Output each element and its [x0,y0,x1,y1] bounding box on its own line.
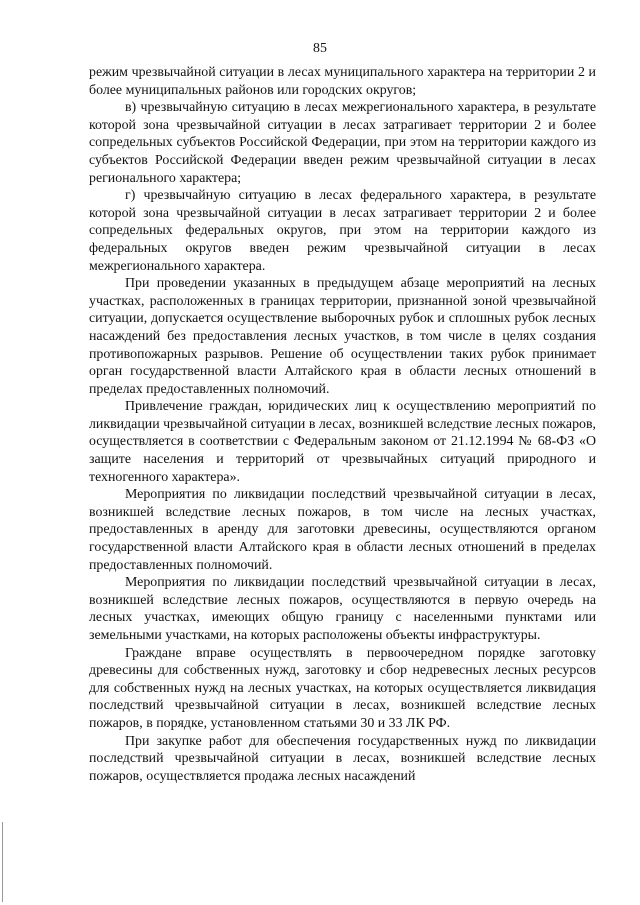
paragraph: Граждане вправе осуществлять в первоочередном порядке заготовку древесины для собственных нужд, заготовку и сбор недревесных лесных ресурсов для собственных нужд на лесных участках, на которых осуществляется ликвидация последствий чрезвычайной ситуации в лесах, возникшей вследствие лесных пожаров, в порядке, установленном статьями 30 и 33 ЛК РФ. [89,645,596,731]
paragraph: Мероприятия по ликвидации последствий чрезвычайной ситуации в лесах, возникшей вследствие лесных пожаров, в том числе на лесных участках, предоставленных в аренду для заготовки древесины, осуществляются органом государственной власти Алтайского края в области лесных отношений в пределах предоставленных полномочий. [89,487,596,573]
paragraph: При закупке работ для обеспечения государственных нужд по ликвидации последствий чрезвычайной ситуации в лесах, возникшей вследствие лесных пожаров, осуществляется продажа лесных насаждений [89,733,596,784]
page-number: 85 [313,41,327,56]
paragraph: г) чрезвычайную ситуацию в лесах федерального характера, в результате которой зона чрезвычайной ситуации в лесах затрагивает территории 2 и более сопредельных федеральных округов, при этом на территории каждого из федеральных округов введен режим чрезвычайной ситуации в лесах межрегионального характера. [89,188,596,274]
paragraph: в) чрезвычайную ситуацию в лесах межрегионального характера, в результате которой зона чрезвычайной ситуации в лесах затрагивает территории 2 и более сопредельных субъектов Российской Федерации, при этом на территории каждого из субъектов Российской Федерации введен режим чрезвычайной ситуации в лесах регионального характера; [89,100,596,186]
scan-edge-line [2,822,3,902]
body-text [89,64,596,785]
paragraph: Привлечение граждан, юридических лиц к осуществлению мероприятий по ликвидации чрезвычайной ситуации в лесах, возникшей вследствие лесных пожаров, осуществляется в соответствии с Федеральным законом от 21.12.1994 № 68-ФЗ «О защите населения и территорий от чрезвычайных ситуаций природного и техногенного характера». [89,399,596,485]
paragraph: При проведении указанных в предыдущем абзаце мероприятий на лесных участках, расположенных в границах территории, признанной зоной чрезвычайной ситуации, допускается осуществление выборочных рубок и сплошных рубок лесных насаждений без предоставления лесных участков, в том числе в целях создания противопожарных разрывов. Решение об осуществлении таких рубок принимает орган государственной власти Алтайского края в области лесных отношений в пределах предоставленных полномочий. [89,276,596,397]
paragraph: режим чрезвычайной ситуации в лесах муниципального характера на территории 2 и более муниципальных районов или городских округов; [89,65,596,98]
paragraph: Мероприятия по ликвидации последствий чрезвычайной ситуации в лесах, возникшей вследствие лесных пожаров, осуществляются в первую очередь на лесных участках, имеющих общую границу с населенными пунктами или земельными участками, на которых расположены объекты инфраструктуры. [89,575,596,643]
